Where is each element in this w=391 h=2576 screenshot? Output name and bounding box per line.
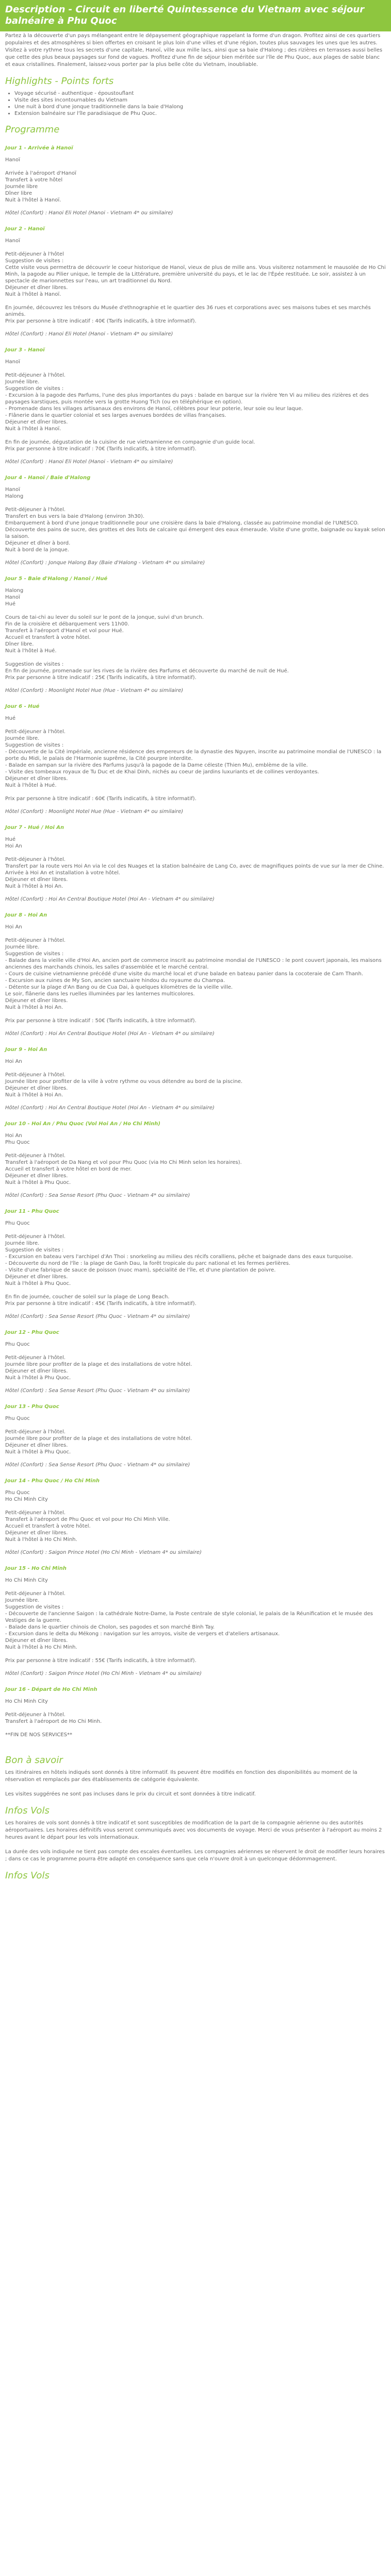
- highlight-item: • Extension balnéaire sur l'île paradisiaque de Phu Quoc.: [14, 110, 386, 117]
- day-body: Hanoï Petit-déjeuner à l'hôtel. Journée libre. Suggestion de visites : - Excursion à la pagode des Parfums, l'une des plus importantes du pays : balade en barque sur la rivière Yen Vi au milieu des rizières et des paysages karstiques, puis montée vers la grotte Huong Tich (ou en téléphérique en option). - Promenade dans les villages artisanaux des environs de Hanoï, célèbres pour leur poterie, leur soie ou leur laque. - Flânerie dans le quartier colonial et ses larges avenues bordées de villas françaises. Déjeuner et dîner libres. Nuit à l'hôtel à Hanoï. En fin de journée, dégustation de la cuisine de rue vietnamienne en compagnie d'un guide local. Prix par personne à titre indicatif : 70€ (Tarifs indicatifs, à titre informatif).: [5, 359, 369, 452]
- day-title: Jour 15 - Ho Chi Minh: [5, 1566, 67, 1571]
- intro-text: Partez à la découverte d'un pays mélangeant entre le dépaysement géographique rappelant la forme d'un dragon. Profitez ainsi de ces quartiers populaires et des atmosphères si bien offertes en croisant le plus loin d'une villes et d'une région, toutes plus sauvages les unes que les autres. Visitez à votre rythme tous les secrets d'une capitale, Hanoï, ville aux mille lacs, ainsi que sa baie d'Halong ; des rizières en terrasses aussi belles que cette des plus beaux paysages sur fond de vagues. Profitez d'une fin de séjour bien méritée sur l'île de Phu Quoc, aux plages de sable blanc et eaux cristallines. Finalement, laissez-vous porter par la plus belle côte du Vietnam, inoubliable.: [5, 33, 383, 67]
- day-hotel: Hôtel (Confort) : Sea Sense Resort (Phu Quoc - Vietnam 4* ou similaire): [5, 1462, 190, 1468]
- day-body: Ho Chi Minh City Petit-déjeuner à l'hôtel. Journée libre. Suggestion de visites : - Découverte de l'ancienne Saigon : la cathédrale Notre-Dame, la Poste centrale de style colonial, le palais de la Réunification et le musée des Vestiges de la guerre. - Balade dans le quartier chinois de Cholon, ses pagodes et son marché Binh Tay. - Excursion dans le delta du Mékong : navigation sur les arroyos, visite de vergers et d'ateliers artisanaux. Déjeuner et dîner libres. Nuit à l'hôtel à Ho Chi Minh. Prix par personne à titre indicatif : 55€ (Tarifs indicatifs, à titre informatif).: [5, 1578, 373, 1664]
- highlights-list: [9, 90, 391, 117]
- highlights-title: Highlights - Points forts: [5, 76, 114, 87]
- day-block: [5, 474, 386, 566]
- day-hotel: Hôtel (Confort) : Sea Sense Resort (Phu Quoc - Vietnam 4* ou similaire): [5, 1193, 190, 1198]
- day-block: [5, 824, 386, 903]
- highlight-item: • Visite des sites incontournables du Vietnam: [14, 97, 386, 104]
- day-body: Hanoï Arrivée à l'aéroport d'Hanoï Transfert à votre hôtel Journée libre Dîner libre Nuit à l'hôtel à Hanoï.: [5, 157, 76, 203]
- day-hotel: Hôtel (Confort) : Moonlight Hotel Hue (Hue - Vietnam 4* ou similaire): [5, 688, 184, 693]
- day-body: Hoi An Petit-déjeuner à l'hôtel. Journée libre. Suggestion de visites : - Balade dans la vieille ville d'Hoi An, ancien port de commerce inscrit au patrimoine mondial de l'UNESCO : le pont couvert japonais, les maisons anciennes des marchands chinois, les salles d'assemblée et le marché central. - Cours de cuisine vietnamienne précédé d'une visite du marché local et d'une balade en bateau panier dans la cocoteraie de Cam Thanh. - Excursion aux ruines de My Son, ancien sanctuaire hindou du royaume du Champa. - Détente sur la plage d'An Bang ou de Cua Dai, à quelques kilomètres de la vieille ville. Le soir, flânerie dans les ruelles illuminées par les lanternes multicolores. Déjeuner et dîner libres. Nuit à l'hôtel à Hoi An. Prix par personne à titre indicatif : 50€ (Tarifs indicatifs, à titre informatif).: [5, 924, 382, 1024]
- day-body: Ho Chi Minh City Petit-déjeuner à l'hôtel. Transfert à l'aéroport de Ho Chi Minh. **FIN DE NOS SERVICES**: [5, 1699, 102, 1738]
- day-block: [5, 1208, 386, 1320]
- day-block: [5, 575, 386, 694]
- day-title: Jour 6 - Hué: [5, 704, 40, 709]
- day-block: [5, 1121, 386, 1199]
- day-block: [5, 1686, 386, 1738]
- day-hotel: Hôtel (Confort) : Hanoi Eli Hotel (Hanoi - Vietnam 4* ou similaire): [5, 459, 173, 465]
- day-block: [5, 1403, 386, 1468]
- day-block: [5, 1046, 386, 1111]
- day-hotel: Hôtel (Confort) : Moonlight Hotel Hue (Hue - Vietnam 4* ou similaire): [5, 809, 184, 815]
- day-title: Jour 11 - Phu Quoc: [5, 1209, 59, 1214]
- day-title: Jour 10 - Hoi An / Phu Quoc (Vol Hoi An / Ho Chi Minh): [5, 1121, 160, 1127]
- day-hotel: Hôtel (Confort) : Hanoi Eli Hotel (Hanoi - Vietnam 4* ou similaire): [5, 210, 173, 216]
- day-title: Jour 4 - Hanoï / Baie d'Halong: [5, 475, 91, 481]
- highlight-item: • Voyage sécurisé - authentique - époustouflant: [14, 90, 386, 97]
- days-list: [0, 145, 391, 1738]
- day-block: [5, 347, 386, 465]
- day-body: Hoi An Petit-déjeuner à l'hôtel. Journée libre pour profiter de la ville à votre rythme ou vous détendre au bord de la piscine. Déjeuner et dîner libres. Nuit à l'hôtel à Hoi An.: [5, 1059, 243, 1098]
- day-title: Jour 9 - Hoi An: [5, 1047, 47, 1053]
- day-body: Phu Quoc Ho Chi Minh City Petit-déjeuner à l'hôtel. Transfert à l'aéroport de Phu Quoc et vol pour Ho Chi Minh Ville. Accueil et transfert à votre hôtel. Déjeuner et dîner libres. Nuit à l'hôtel à Ho Chi Minh.: [5, 1490, 170, 1543]
- day-title: Jour 1 - Arrivée à Hanoï: [5, 145, 73, 151]
- page-title: Description - Circuit en liberté Quintessence du Vietnam avec séjour balnéaire à Phu Quoc: [0, 0, 391, 31]
- program-title: Programme: [5, 124, 60, 135]
- day-hotel: Hôtel (Confort) : Sea Sense Resort (Phu Quoc - Vietnam 4* ou similaire): [5, 1388, 190, 1394]
- day-body: Hanoï Petit-déjeuner à l'hôtel Suggestion de visites : Cette visite vous permettra de découvrir le coeur historique de Hanoï, vieux de plus de mille ans. Vous visiterez notamment le mausolée de Ho Chi Minh, la pagode au Pilier unique, le temple de la Littérature, première université du pays, et le lac de l'Épée restituée. Le soir, assistez à un spectacle de marionnettes sur l'eau, un art traditionnel du Nord. Déjeuner et dîner libres. Nuit à l'hôtel à Hanoï. En journée, découvrez les trésors du Musée d'ethnographie et le quartier des 36 rues et corporations avec ses maisons tubes et ses marchés animés. Prix par personne à titre indicatif : 40€ (Tarifs indicatifs, à titre informatif).: [5, 238, 386, 324]
- day-title: Jour 14 - Phu Quoc / Ho Chi Minh: [5, 1478, 100, 1484]
- day-body: Halong Hanoï Hué Cours de tai-chi au lever du soleil sur le pont de la jonque, suivi d'un brunch. Fin de la croisière et débarquement vers 11h00. Transfert à l'aéroport d'Hanoï et vol pour Hué. Accueil et transfert à votre hôtel. Dîner libre. Nuit à l'hôtel à Hué. Suggestion de visites : En fin de journée, promenade sur les rives de la rivière des Parfums et découverte du marché de nuit de Hué. Prix par personne à titre indicatif : 25€ (Tarifs indicatifs, à titre informatif).: [5, 588, 289, 681]
- day-title: Jour 7 - Hué / Hoi An: [5, 825, 64, 831]
- day-title: Jour 2 - Hanoï: [5, 226, 45, 232]
- day-block: [5, 912, 386, 1037]
- day-block: [5, 145, 386, 216]
- day-title: Jour 13 - Phu Quoc: [5, 1404, 59, 1410]
- day-title: Jour 8 - Hoi An: [5, 912, 47, 918]
- good-to-know-title: Bon à savoir: [5, 1755, 63, 1766]
- day-title: Jour 5 - Baie d'Halong / Hanoï / Hué: [5, 576, 108, 582]
- day-hotel: Hôtel (Confort) : Hoi An Central Boutique Hotel (Hoi An - Vietnam 4* ou similaire): [5, 896, 215, 902]
- day-body: Hué Hoi An Petit-déjeuner à l'hôtel. Transfert par la route vers Hoi An via le col des Nuages et la station balnéaire de Lang Co, avec de magnifiques points de vue sur la mer de Chine. Arrivée à Hoi An et installation à votre hôtel. Déjeuner et dîner libres. Nuit à l'hôtel à Hoi An.: [5, 837, 384, 889]
- day-title: Jour 16 - Départ de Ho Chi Minh: [5, 1687, 97, 1692]
- day-block: [5, 1329, 386, 1394]
- day-body: Hanoï Halong Petit-déjeuner à l'hôtel. Transfert en bus vers la baie d'Halong (environ 3h30). Embarquement à bord d'une jonque traditionnelle pour une croisière dans la baie d'Halong, classée au patrimoine mondial de l'UNESCO. Découverte des pains de sucre, des grottes et des îlots de calcaire qui émergent des eaux émeraude. Visite d'une grotte, baignade ou kayak selon la saison. Déjeuner et dîner à bord. Nuit à bord de la jonque.: [5, 487, 385, 553]
- day-hotel: Hôtel (Confort) : Saigon Prince Hotel (Ho Chi Minh - Vietnam 4* ou similaire): [5, 1671, 202, 1676]
- highlight-item: • Une nuit à bord d'une jonque traditionnelle dans la baie d'Halong: [14, 104, 386, 110]
- day-body: Hoi An Phu Quoc Petit-déjeuner à l'hôtel. Transfert à l'aéroport de Da Nang et vol pour Phu Quoc (via Ho Chi Minh selon les horaires). Accueil et transfert à votre hôtel en bord de mer. Déjeuner et dîner libres. Nuit à l'hôtel à Phu Quoc.: [5, 1133, 242, 1185]
- day-block: [5, 1565, 386, 1677]
- day-block: [5, 1478, 386, 1556]
- info-text: Les horaires de vols sont donnés à titre indicatif et sont susceptibles de modification de la part de la compagnie aérienne ou des autorités aéroportuaires. Les horaires définitifs vous seront communiqués avec vos documents de voyage. Merci de vous présenter à l'aéroport au moins 2 heures avant le départ pour les vols internationaux. La durée des vols indiquée ne tient pas compte des escales éventuelles. Les compagnies aériennes se réservent le droit de modifier leurs horaires ; dans ce cas le programme pourra être adapté en conséquence sans que cela n'ouvre droit à un quelconque dédommagement.: [5, 1820, 385, 1862]
- day-hotel: Hôtel (Confort) : Hoi An Central Boutique Hotel (Hoi An - Vietnam 4* ou similaire): [5, 1031, 215, 1037]
- day-body: Phu Quoc Petit-déjeuner à l'hôtel. Journée libre. Suggestion de visites : - Excursion en bateau vers l'archipel d'An Thoi : snorkeling au milieu des récifs coralliens, pêche et baignade dans des eaux turquoise. - Découverte du nord de l'île : la plage de Ganh Dau, la forêt tropicale du parc national et les fermes perlières. - Visite d'une fabrique de sauce de poisson (nuoc mam), spécialité de l'île, et d'une plantation de poivre. Déjeuner et dîner libres. Nuit à l'hôtel à Phu Quoc. En fin de journée, coucher de soleil sur la plage de Long Beach. Prix par personne à titre indicatif : 45€ (Tarifs indicatifs, à titre informatif).: [5, 1221, 353, 1307]
- day-title: Jour 3 - Hanoï: [5, 347, 45, 353]
- day-body: Phu Quoc Petit-déjeuner à l'hôtel. Journée libre pour profiter de la plage et des installations de votre hôtel. Déjeuner et dîner libres. Nuit à l'hôtel à Phu Quoc.: [5, 1416, 192, 1455]
- day-hotel: Hôtel (Confort) : Sea Sense Resort (Phu Quoc - Vietnam 4* ou similaire): [5, 1314, 190, 1319]
- day-body: Hué Petit-déjeuner à l'hôtel. Journée libre. Suggestion de visites : - Découverte de la Cité impériale, ancienne résidence des empereurs de la dynastie des Nguyen, inscrite au patrimoine mondial de l'UNESCO : la porte du Midi, le palais de l'Harmonie suprême, la Cité pourpre interdite. - Balade en sampan sur la rivière des Parfums jusqu'à la pagode de la Dame céleste (Thien Mu), emblème de la ville. - Visite des tombeaux royaux de Tu Duc et de Khai Dinh, nichés au coeur de jardins luxuriants et de collines verdoyantes. Déjeuner et dîner libres. Nuit à l'hôtel à Hué. Prix par personne à titre indicatif : 60€ (Tarifs indicatifs, à titre informatif).: [5, 716, 382, 802]
- good-to-know-text: Les itinéraires en hôtels indiqués sont donnés à titre informatif. Ils peuvent être modifiés en fonction des disponibilités au moment de la réservation et remplacés par des établissements de catégorie équivalente. Les visites suggérées ne sont pas incluses dans le prix du circuit et sont données à titre indicatif.: [5, 1770, 357, 1797]
- info2-title: Infos Vols: [5, 1870, 50, 1881]
- day-block: [5, 226, 386, 337]
- day-hotel: Hôtel (Confort) : Saigon Prince Hotel (Ho Chi Minh - Vietnam 4* ou similaire): [5, 1550, 202, 1555]
- info-title: Infos Vols: [5, 1805, 50, 1816]
- day-hotel: Hôtel (Confort) : Jonque Halong Bay (Baie d'Halong - Vietnam 4* ou similaire): [5, 560, 205, 566]
- day-hotel: Hôtel (Confort) : Hanoi Eli Hotel (Hanoi - Vietnam 4* ou similaire): [5, 331, 173, 337]
- day-hotel: Hôtel (Confort) : Hoi An Central Boutique Hotel (Hoi An - Vietnam 4* ou similaire): [5, 1105, 215, 1111]
- day-block: [5, 703, 386, 815]
- day-title: Jour 12 - Phu Quoc: [5, 1330, 59, 1335]
- day-body: Phu Quoc Petit-déjeuner à l'hôtel. Journée libre pour profiter de la plage et des installations de votre hôtel. Déjeuner et dîner libres. Nuit à l'hôtel à Phu Quoc.: [5, 1342, 192, 1381]
